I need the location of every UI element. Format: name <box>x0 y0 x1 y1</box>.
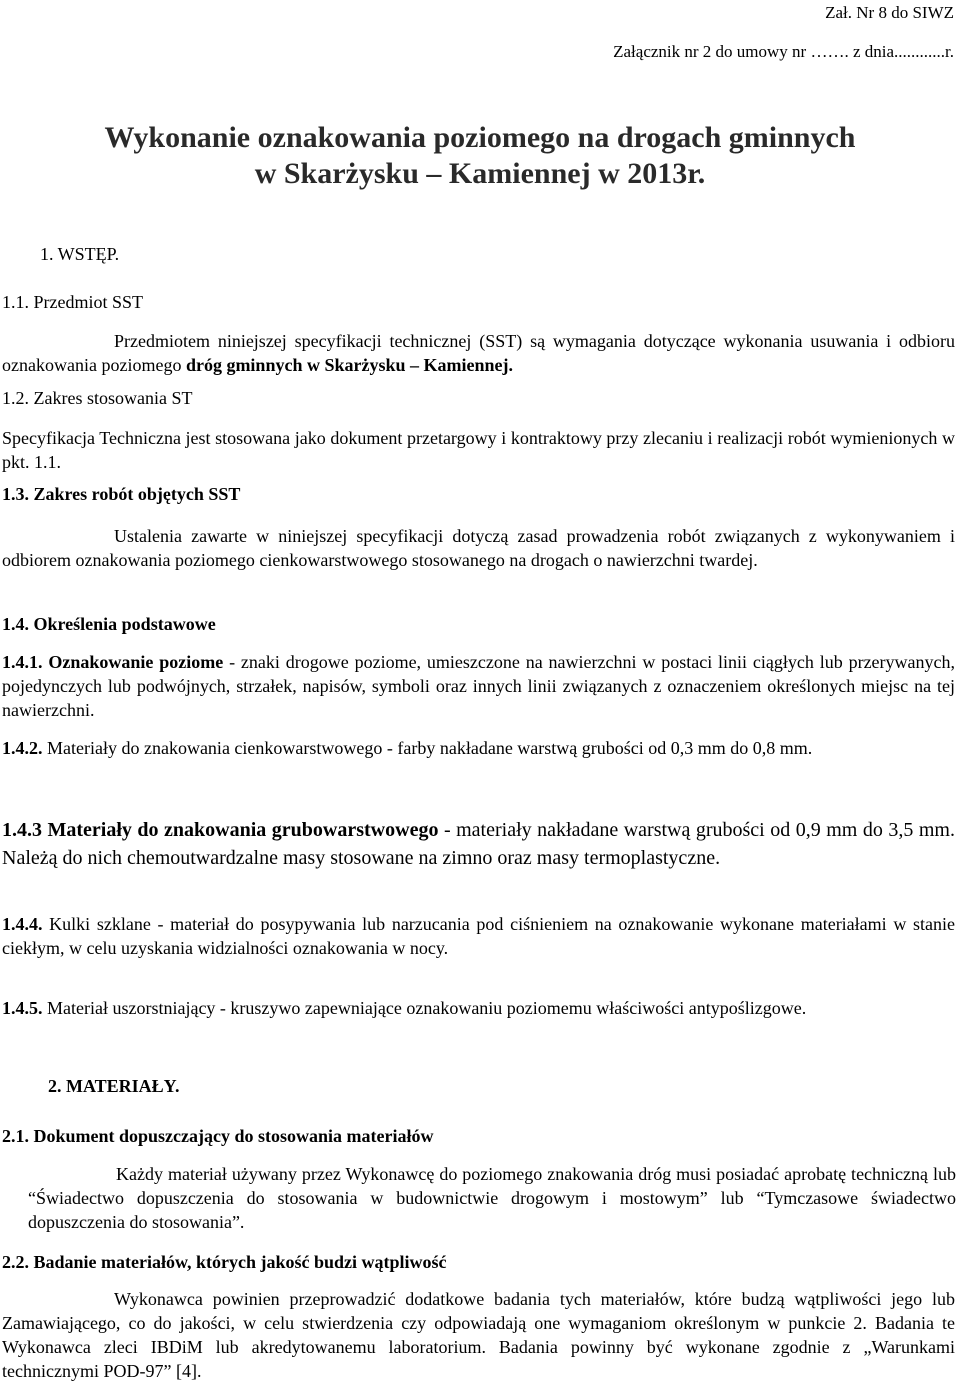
section-2-1-heading: 2.1. Dokument dopuszczający do stosowania materiałów <box>2 1126 434 1146</box>
section-2-1-text: Każdy materiał używany przez Wykonawcę do poziomego znakowania dróg musi posiadać aprobatę techniczną lub “Świadectwo dopuszczenia do stosowania w budownictwie drogowym i mostowym” lub “Tymczasowe świadectwo dopuszczenia do stosowania”. <box>28 1164 956 1232</box>
section-1-2-heading: 1.2. Zakres stosowania ST <box>2 388 193 408</box>
attachment-label: Zał. Nr 8 do SIWZ <box>825 3 954 22</box>
section-1-4-2: 1.4.2. Materiały do znakowania cienkowarstwowego - farby nakładane warstwą grubości od 0,3 mm do 0,8 mm. <box>2 738 813 758</box>
section-1-4-5: 1.4.5. Materiał uszorstniający - kruszywo zapewniające oznakowaniu poziomemu właściwości antypoślizgowe. <box>2 998 807 1018</box>
title-line-1: Wykonanie oznakowania poziomego na drogach gminnych <box>104 121 856 154</box>
section-1-4-heading: 1.4. Określenia podstawowe <box>2 614 216 634</box>
section-2-2-heading: 2.2. Badanie materiałów, których jakość budzi wątpliwość <box>2 1252 447 1272</box>
section-1-4-4: 1.4.4. Kulki szklane - materiał do posypywania lub narzucania pod ciśnieniem na oznakowanie wykonane materiałami w stanie ciekłym, w celu uzyskania widzialności oznakowania w nocy. <box>2 914 955 958</box>
section-2-heading: 2. MATERIAŁY. <box>48 1076 180 1096</box>
section-1-1-heading: 1.1. Przedmiot SST <box>2 292 144 312</box>
document-title <box>0 120 960 192</box>
section-1-1-text: Przedmiotem niniejszej specyfikacji technicznej (SST) są wymagania dotyczące wykonania usuwania i odbioru oznakowania poziomego dróg gminnych w Skarżysku – Kamiennej. <box>2 331 955 375</box>
annex-label: Załącznik nr 2 do umowy nr ……. z dnia............r. <box>613 42 954 61</box>
section-1-3-heading: 1.3. Zakres robót objętych SST <box>2 484 241 504</box>
section-1-4-1: 1.4.1. Oznakowanie poziome - znaki drogowe poziome, umieszczone na nawierzchni w postaci linii ciągłych lub przerywanych, pojedynczych lub podwójnych, strzałek, napisów, symboli oraz innych linii związanych z oznaczeniem określonych miejsc na tej nawierzchni. <box>2 652 956 720</box>
section-1-4-3: 1.4.3 Materiały do znakowania grubowarstwowego - materiały nakładane warstwą grubości od 0,9 mm do 3,5 mm. Należą do nich chemoutwardzalne masy stosowane na zimno oraz masy termoplastyczne. <box>2 819 955 869</box>
section-1-heading: 1. WSTĘP. <box>40 244 120 264</box>
title-line-2: w Skarżysku – Kamiennej w 2013r. <box>254 157 706 190</box>
section-1-2-text: Specyfikacja Techniczna jest stosowana jako dokument przetargowy i kontraktowy przy zlecaniu i realizacji robót wymienionych w pkt. 1.1. <box>2 428 955 472</box>
section-1-3-text: Ustalenia zawarte w niniejszej specyfikacji dotyczą zasad prowadzenia robót związanych z wykonywaniem i odbiorem oznakowania poziomego cienkowarstwowego stosowanego na drogach o nawierzchni twardej. <box>2 526 955 570</box>
section-2-2-text: Wykonawca powinien przeprowadzić dodatkowe badania tych materiałów, które budzą wątpliwości jego lub Zamawiającego, co do jakości, w celu stwierdzenia czy odpowiadają one wymaganiom określonym w punkcie 2. Badania te Wykonawca zleci IBDiM lub akredytowanemu laboratorium. Badania powinny być wykonane zgodnie z „Warunkami technicznymi POD-97” [4]. <box>2 1289 955 1381</box>
